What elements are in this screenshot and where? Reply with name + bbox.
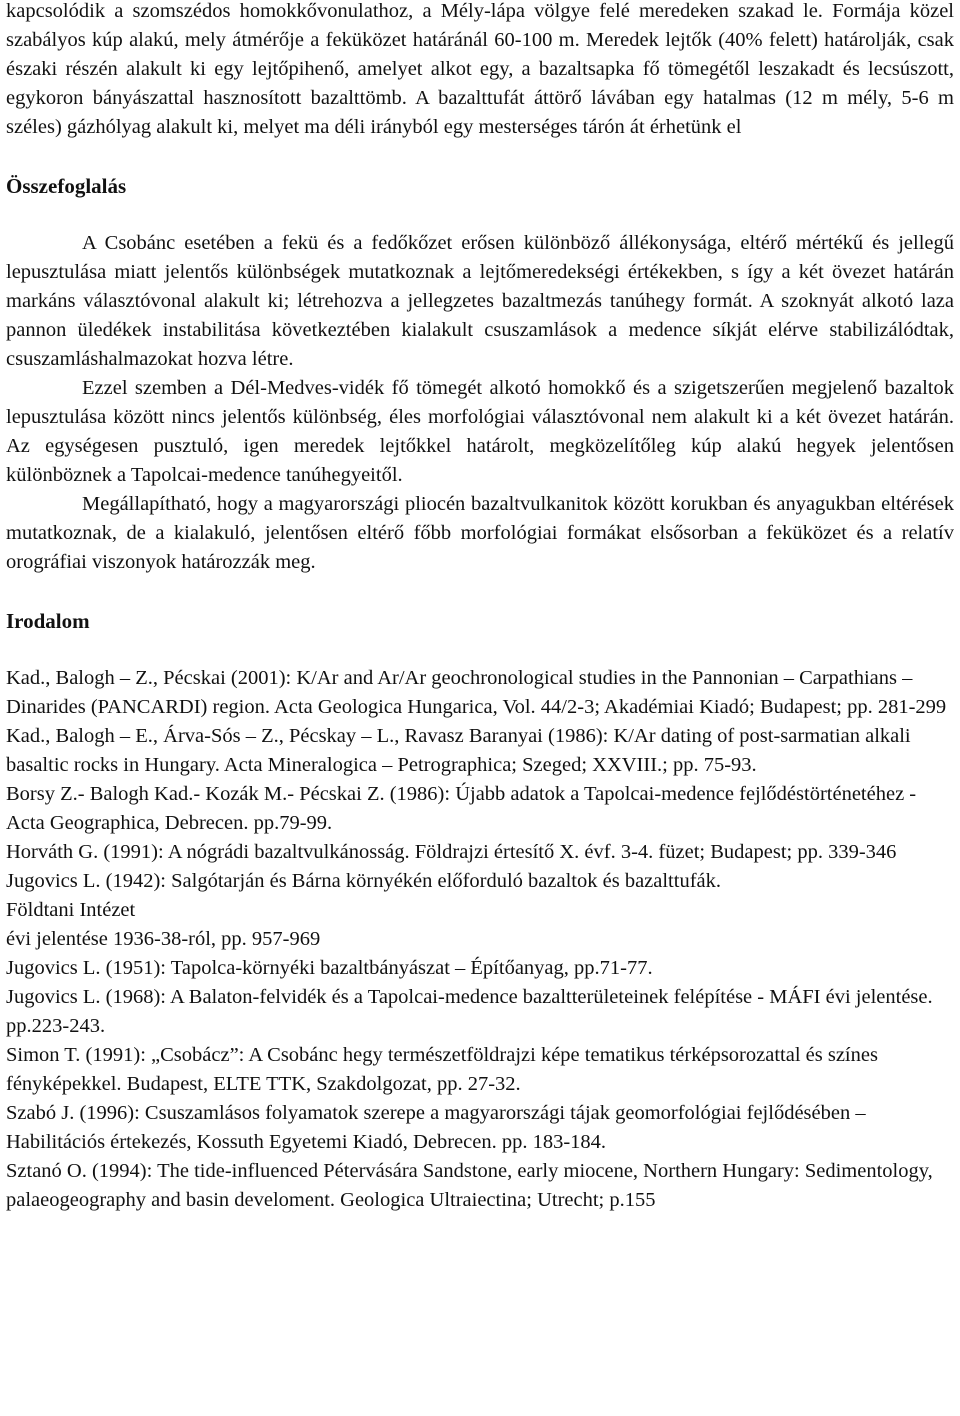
literature-heading: Irodalom [6,609,90,633]
reference-item: Kad., Balogh – Z., Pécskai (2001): K/Ar and Ar/Ar geochronological studies in the Pannonian – Carpathians – Dinarides (PANCARDI) region. Acta Geologica Hungarica, Vol. 44/2-3; Akadémiai Kiadó; Budapest; pp. 281-299 [6,667,947,718]
reference-item: Földtani Intézet [6,899,136,921]
reference-item: Jugovics L. (1942): Salgótarján és Bárna környékén előforduló bazaltok és bazalttufák. [6,870,721,892]
summary-paragraph-2: Ezzel szemben a Dél-Medves-vidék fő tömegét alkotó homokkő és a szigetszerűen megjelenő bazaltok lepusztulása között nincs jelentős különbség, éles morfológiai választóvonal nem alakult ki a két övezet határán. Az egységesen pusztuló, igen meredek lejtőkkel határolt, megközelítőleg kúp alakú hegyek jelentősen különböznek a Tapolcai-medence tanúhegyeitől. [6,377,954,486]
reference-item: Horváth G. (1991): A nógrádi bazaltvulkánosság. Földrajzi értesítő X. évf. 3-4. füzet; Budapest; pp. 339-346 [6,841,897,863]
reference-item: Simon T. (1991): „Csobácz”: A Csobánc hegy természetföldrajzi képe tematikus térképsorozattal és színes fényképekkel. Budapest, ELTE TTK, Szakdolgozat, pp. 27-32. [6,1044,878,1095]
summary-heading: Összefoglalás [6,174,127,198]
summary-paragraph-1: A Csobánc esetében a fekü és a fedőkőzet erősen különböző állékonysága, eltérő mértékű és jellegű lepusztulása miatt jelentős különbségek mutatkoznak a lejtőmeredekségi értékekben, s így a két övezet határán markáns választóvonal alakult ki; létrehozva a jellegzetes bazaltmezás tanúhegy formát. A szoknyát alkotó laza pannon üledékek instabilitása következtében kialakult csuszamlások a medence síkját elérve stabilizálódtak, csuszamláshalmazokat hozva létre. [6,232,954,370]
reference-item: Jugovics L. (1951): Tapolca-környéki bazaltbányászat – Építőanyag, pp.71-77. [6,957,653,979]
reference-item: Szabó J. (1996): Csuszamlásos folyamatok szerepe a magyarországi tájak geomorfológiai fejlődésében – Habilitációs értekezés, Kossuth Egyetemi Kiadó, Debrecen. pp. 183-184. [6,1102,866,1153]
reference-item: Jugovics L. (1968): A Balaton-felvidék és a Tapolcai-medence bazaltterületeinek felépítése - MÁFI évi jelentése. pp.223-243. [6,986,933,1037]
reference-item: Sztanó O. (1994): The tide-influenced Pétervására Sandstone, early miocene, Northern Hungary: Sedimentology, palaeogeography and basin develoment. Geologica Ultraiectina; Utrecht; p.155 [6,1160,933,1211]
reference-list [6,664,954,1215]
intro-paragraph: kapcsolódik a szomszédos homokkővonulathoz, a Mély-lápa völgye felé meredeken szakad le. Formája közel szabályos kúp alakú, mely átmérője a feküközet határánál 60-100 m. Meredek lejtők (40% felett) határolják, csak északi részén alakult ki egy lejtőpihenő, amelyet alkot egy, a bazaltsapka fő tömegétől leszakadt és lecsúszott, egykoron bányászattal hasznosított bazalttömb. A bazalttufát áttörő lávában egy hatalmas (12 m mély, 5-6 m széles) gázhólyag alakult ki, melyet ma déli irányból egy mesterséges tárón át érhetünk el [6,0,954,138]
reference-item: évi jelentése 1936-38-ról, pp. 957-969 [6,928,321,950]
reference-item: Borsy Z.- Balogh Kad.- Kozák M.- Pécskai Z. (1986): Újabb adatok a Tapolcai-medence fejlődéstörténetéhez - Acta Geographica, Debrecen. pp.79-99. [6,783,917,834]
summary-paragraph-3: Megállapítható, hogy a magyarországi pliocén bazaltvulkanitok között korukban és anyagukban eltérések mutatkoznak, de a kialakuló, jelentősen eltérő főbb morfológiai formákat elsősorban a feküközet és a relatív orográfiai viszonyok határozzák meg. [6,493,954,573]
reference-item: Kad., Balogh – E., Árva-Sós – Z., Pécskay – L., Ravasz Baranyai (1986): K/Ar dating of post-sarmatian alkali basaltic rocks in Hungary. Acta Mineralogica – Petrographica; Szeged; XXVIII.; pp. 75-93. [6,725,911,776]
